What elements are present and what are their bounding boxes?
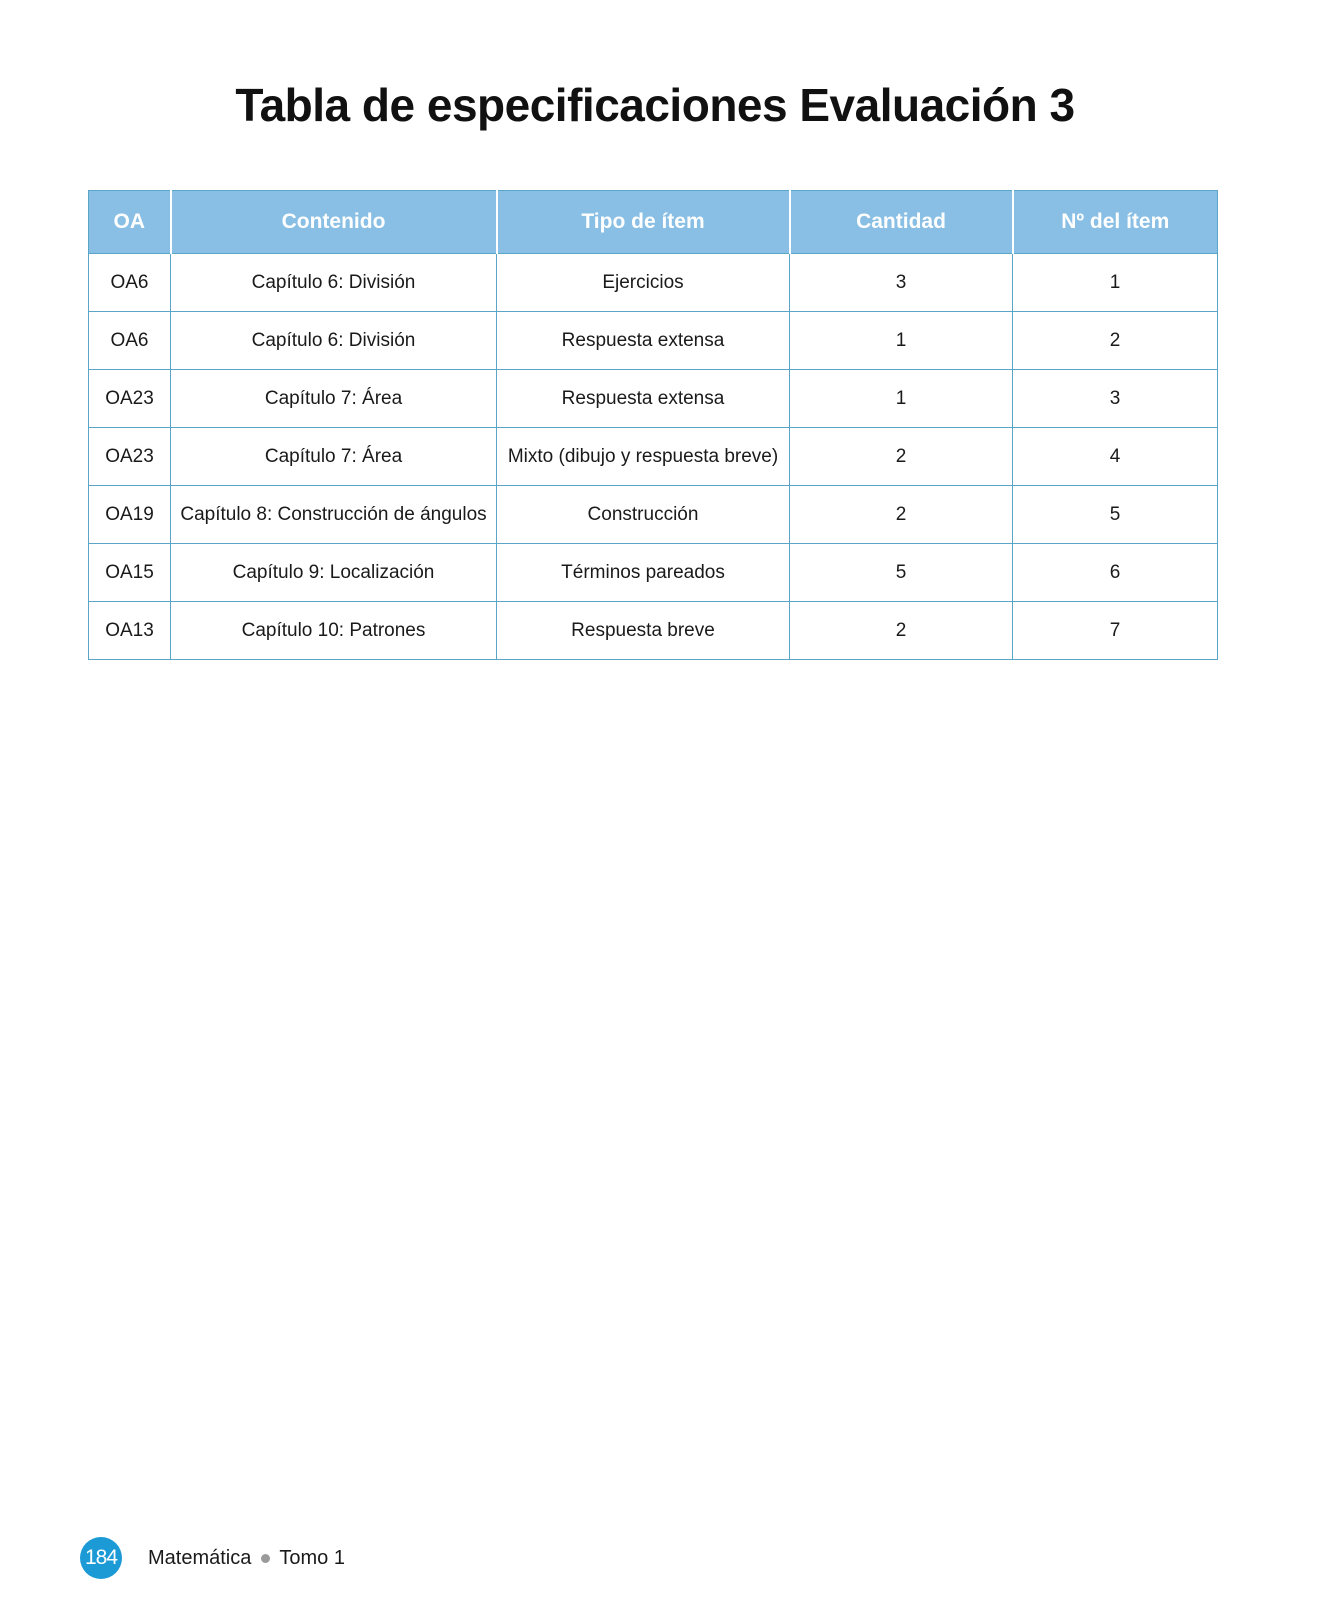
header-cantidad: Cantidad xyxy=(790,191,1013,254)
cell-contenido: Capítulo 7: Área xyxy=(171,428,497,486)
cell-contenido: Capítulo 6: División xyxy=(171,254,497,312)
cell-contenido: Capítulo 10: Patrones xyxy=(171,602,497,660)
cell-oa: OA6 xyxy=(89,312,171,370)
table-row xyxy=(89,428,1218,486)
cell-oa: OA19 xyxy=(89,486,171,544)
cell-numero-item: 7 xyxy=(1013,602,1218,660)
cell-tipo-item: Respuesta extensa xyxy=(497,312,790,370)
cell-cantidad: 2 xyxy=(790,486,1013,544)
page-number-badge: 184 xyxy=(80,1537,122,1579)
cell-tipo-item: Términos pareados xyxy=(497,544,790,602)
cell-cantidad: 2 xyxy=(790,602,1013,660)
table-row xyxy=(89,254,1218,312)
specifications-table xyxy=(88,190,1218,660)
header-contenido: Contenido xyxy=(171,191,497,254)
cell-contenido: Capítulo 9: Localización xyxy=(171,544,497,602)
page-title: Tabla de especificaciones Evaluación 3 xyxy=(235,79,1075,131)
cell-cantidad: 2 xyxy=(790,428,1013,486)
cell-numero-item: 6 xyxy=(1013,544,1218,602)
bullet-dot-icon xyxy=(261,1554,270,1563)
cell-tipo-item: Respuesta breve xyxy=(497,602,790,660)
cell-contenido: Capítulo 6: División xyxy=(171,312,497,370)
cell-cantidad: 1 xyxy=(790,370,1013,428)
cell-tipo-item: Construcción xyxy=(497,486,790,544)
cell-oa: OA6 xyxy=(89,254,171,312)
footer-subject: Matemática xyxy=(148,1546,252,1569)
cell-contenido: Capítulo 7: Área xyxy=(171,370,497,428)
cell-numero-item: 1 xyxy=(1013,254,1218,312)
cell-numero-item: 2 xyxy=(1013,312,1218,370)
footer-volume: Tomo 1 xyxy=(279,1546,345,1569)
cell-oa: OA23 xyxy=(89,370,171,428)
cell-numero-item: 5 xyxy=(1013,486,1218,544)
table-row xyxy=(89,370,1218,428)
table-row xyxy=(89,544,1218,602)
cell-tipo-item: Ejercicios xyxy=(497,254,790,312)
cell-numero-item: 4 xyxy=(1013,428,1218,486)
cell-tipo-item: Respuesta extensa xyxy=(497,370,790,428)
header-numero-item: Nº del ítem xyxy=(1013,191,1218,254)
page-footer xyxy=(80,1538,345,1578)
header-oa: OA xyxy=(89,191,171,254)
cell-cantidad: 5 xyxy=(790,544,1013,602)
table-row xyxy=(89,486,1218,544)
cell-oa: OA23 xyxy=(89,428,171,486)
cell-tipo-item: Mixto (dibujo y respuesta breve) xyxy=(497,428,790,486)
cell-cantidad: 1 xyxy=(790,312,1013,370)
cell-contenido: Capítulo 8: Construcción de ángulos xyxy=(171,486,497,544)
table-row xyxy=(89,312,1218,370)
cell-oa: OA15 xyxy=(89,544,171,602)
cell-numero-item: 3 xyxy=(1013,370,1218,428)
cell-cantidad: 3 xyxy=(790,254,1013,312)
cell-oa: OA13 xyxy=(89,602,171,660)
header-tipo-item: Tipo de ítem xyxy=(497,191,790,254)
table-header-row xyxy=(89,191,1218,254)
table-row xyxy=(89,602,1218,660)
